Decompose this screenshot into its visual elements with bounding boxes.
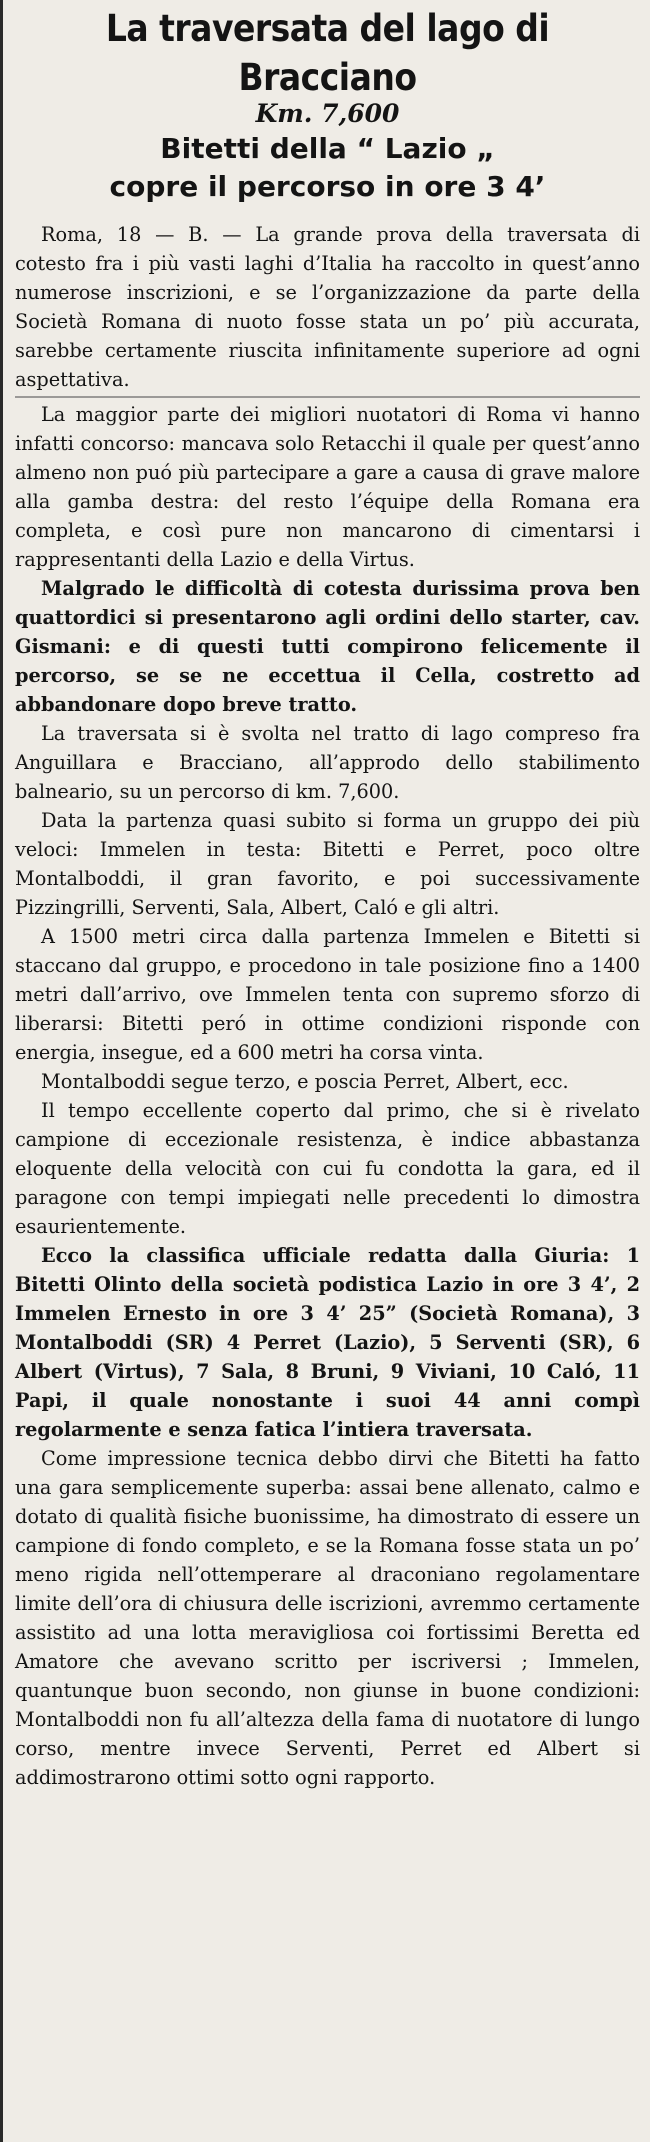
subheadline-1: Bitetti della “ Lazio „ (160, 132, 495, 165)
paragraph-start: Malgrado le difficoltà di cotesta durissima prova ben quattordici si presentarono agli ordini dello starter, cav. Gismani: e di questi tutti compirono felicemente il percorso, se se ne eccettua il Cella, costretto ad abbandonare dopo breve tratto. (15, 577, 640, 716)
headline: La traversata del lago di Bracciano (105, 6, 550, 100)
paragraph-race-start: Data la partenza quasi subito si forma un gruppo dei più veloci: Immelen in testa: Bitetti e Perret, poco oltre Montalboddi, il gran favorito, e poi successivamente Pizzingrilli, Serventi, Sala, Albert, Caló e gli altri. (15, 809, 640, 919)
column-fold-line (15, 396, 640, 398)
paragraph-participants: La maggior parte dei migliori nuotatori di Roma vi hanno infatti concorso: mancava solo Retacchi il quale per quest’anno almeno non puó più partecipare a gare a causa di grave malore alla gamba destra: del resto l’équipe della Romana era completa, e così pure non mancarono di cimentarsi i rappresentanti della Lazio e della Virtus. (15, 403, 640, 571)
paragraph-third-place: Montalboddi segue terzo, e poscia Perret, Albert, ecc. (41, 1070, 569, 1093)
distance-subtitle: Km. 7,600 (255, 99, 400, 128)
paragraph-course: La traversata si è svolta nel tratto di lago compreso fra Anguillara e Bracciano, all’approdo dello stabilimento balneario, su un percorso di km. 7,600. (15, 722, 640, 803)
paragraph-race-middle: A 1500 metri circa dalla partenza Immelen e Bitetti si staccano dal gruppo, e procedono in tale posizione fino a 1400 metri dall’arrivo, ove Immelen tenta con supremo sforzo di liberarsi: Bitetti peró in ottime condizioni risponde con energia, insegue, ed a 600 metri ha corsa vinta. (15, 925, 640, 1064)
paragraph-intro: Roma, 18 — B. — La grande prova della traversata di cotesto fra i più vasti laghi d’Italia ha raccolto in quest’anno numerose inscrizioni, e se l’organizzazione da parte della Società Romana di nuoto fosse stata un po’ più accurata, sarebbe certamente riuscita infinitamente superiore ad ogni aspettativa. (15, 223, 640, 391)
article-body (15, 220, 640, 1792)
subheadline-2: copre il percorso in ore 3 4’ (109, 170, 546, 203)
paragraph-classification: Ecco la classifica ufficiale redatta dalla Giuria: 1 Bitetti Olinto della società podistica Lazio in ore 3 4’, 2 Immelen Ernesto in ore 3 4’ 25” (Società Romana), 3 Montalboddi (SR) 4 Perret (Lazio), 5 Serventi (SR), 6 Albert (Virtus), 7 Sala, 8 Bruni, 9 Viviani, 10 Caló, 11 Papi, il quale nonostante i suoi 44 anni compì regolarmente e senza fatica l’intiera traversata. (15, 1244, 640, 1441)
paragraph-time: Il tempo eccellente coperto dal primo, che si è rivelato campione di eccezionale resistenza, è indice abbastanza eloquente della velocità con cui fu condotta la gara, ed il paragone con tempi impiegati nelle precedenti lo dimostra esaurientemente. (15, 1099, 640, 1238)
paragraph-technical-impression: Come impressione tecnica debbo dirvi che Bitetti ha fatto una gara semplicemente superba: assai bene allenato, calmo e dotato di qualità fisiche buonissime, ha dimostrato di essere un campione di fondo completo, e se la Romana fosse stata un po’ meno rigida nell’ottemperare al draconiano regolamentare limite dell’ora di chiusura delle iscrizioni, avremmo certamente assistito ad una lotta meravigliosa coi fortissimi Beretta ed Amatore che avevano scritto per iscriversi ; Immelen, quantunque buon secondo, non giunse in buone condizioni: Montalboddi non fu all’altezza della fama di nuotatore di lungo corso, mentre invece Serventi, Perret ed Albert si addimostrarono ottimi sotto ogni rapporto. (15, 1447, 640, 1789)
